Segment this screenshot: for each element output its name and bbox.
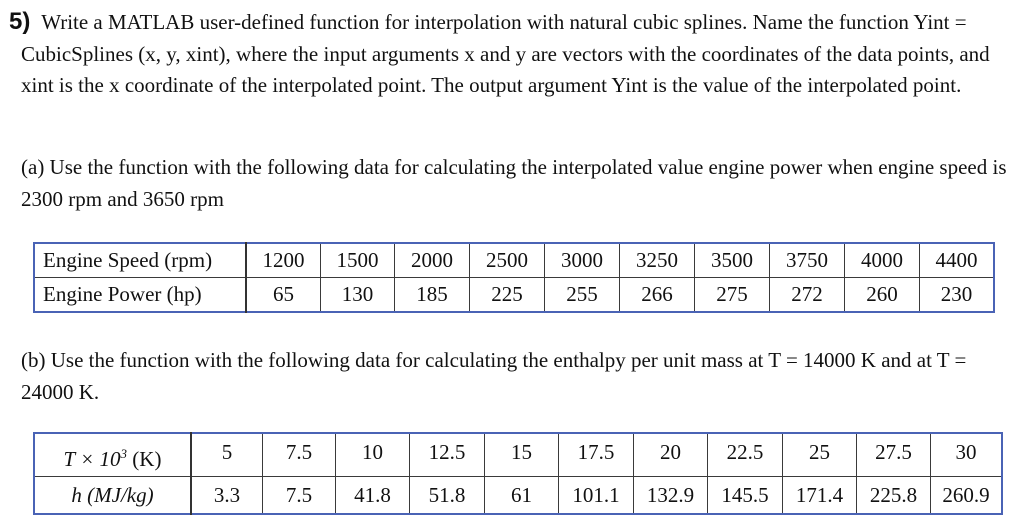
table-cell: 3.3 xyxy=(191,477,263,515)
table-cell: 101.1 xyxy=(559,477,634,515)
problem-text: Write a MATLAB user-defined function for interpolation with natural cubic splines. Name the function Yint = CubicSplines (x, y, xint), where the input arguments x and y are vectors with the coordinates of the data points, and xint is the x coordinate of the interpolated point. The output argument Yint is the value of the interpolated point. xyxy=(21,10,990,97)
table-row xyxy=(34,278,994,313)
table-cell: 260 xyxy=(845,278,920,313)
row-label-enthalpy: h (MJ/kg) xyxy=(34,477,191,515)
table-row xyxy=(34,477,1002,515)
table-cell: 22.5 xyxy=(708,433,783,477)
table-cell: 10 xyxy=(336,433,410,477)
table-cell: 171.4 xyxy=(783,477,857,515)
table-cell: 27.5 xyxy=(857,433,931,477)
table-cell: 255 xyxy=(545,278,620,313)
table-cell: 41.8 xyxy=(336,477,410,515)
table-cell: 5 xyxy=(191,433,263,477)
row-label-engine-power: Engine Power (hp) xyxy=(34,278,246,313)
table-cell: 3000 xyxy=(545,243,620,278)
table-cell: 3500 xyxy=(695,243,770,278)
table-cell: 12.5 xyxy=(410,433,485,477)
part-b-text: (b) Use the function with the following data for calculating the enthalpy per unit mass at T = 14000 K and at T = 24000 K. xyxy=(21,348,967,404)
table-cell: 17.5 xyxy=(559,433,634,477)
table-row xyxy=(34,433,1002,477)
table-cell: 3250 xyxy=(620,243,695,278)
table-cell: 1200 xyxy=(246,243,321,278)
row-label-engine-speed: Engine Speed (rpm) xyxy=(34,243,246,278)
table-cell: 25 xyxy=(783,433,857,477)
table-cell: 4400 xyxy=(920,243,995,278)
table-cell: 7.5 xyxy=(263,477,336,515)
table-cell: 260.9 xyxy=(931,477,1003,515)
table-cell: 2000 xyxy=(395,243,470,278)
table-cell: 145.5 xyxy=(708,477,783,515)
table-cell: 61 xyxy=(485,477,559,515)
table-cell: 3750 xyxy=(770,243,845,278)
table-cell: 230 xyxy=(920,278,995,313)
table-cell: 225.8 xyxy=(857,477,931,515)
table-cell: 132.9 xyxy=(634,477,708,515)
table-cell: 51.8 xyxy=(410,477,485,515)
table-cell: 7.5 xyxy=(263,433,336,477)
table-cell: 30 xyxy=(931,433,1003,477)
table-cell: 15 xyxy=(485,433,559,477)
question-number: 5) xyxy=(9,8,31,35)
row-label-temperature: $T \times 10^3$ (K) xyxy=(34,433,191,477)
table-cell: 225 xyxy=(470,278,545,313)
table-cell: 2500 xyxy=(470,243,545,278)
table-cell: 20 xyxy=(634,433,708,477)
table-cell: 185 xyxy=(395,278,470,313)
table-cell: 130 xyxy=(321,278,395,313)
table-cell: 4000 xyxy=(845,243,920,278)
problem-statement xyxy=(9,6,1013,102)
table-cell: 266 xyxy=(620,278,695,313)
part-a-text: (a) Use the function with the following data for calculating the interpolated value engine power when engine speed is 2300 rpm and 3650 rpm xyxy=(21,155,1007,211)
engine-data-table xyxy=(33,242,995,313)
table-row xyxy=(34,243,994,278)
table-cell: 275 xyxy=(695,278,770,313)
table-cell: 65 xyxy=(246,278,321,313)
table-cell: 272 xyxy=(770,278,845,313)
table-cell: 1500 xyxy=(321,243,395,278)
enthalpy-data-table xyxy=(33,432,1003,515)
